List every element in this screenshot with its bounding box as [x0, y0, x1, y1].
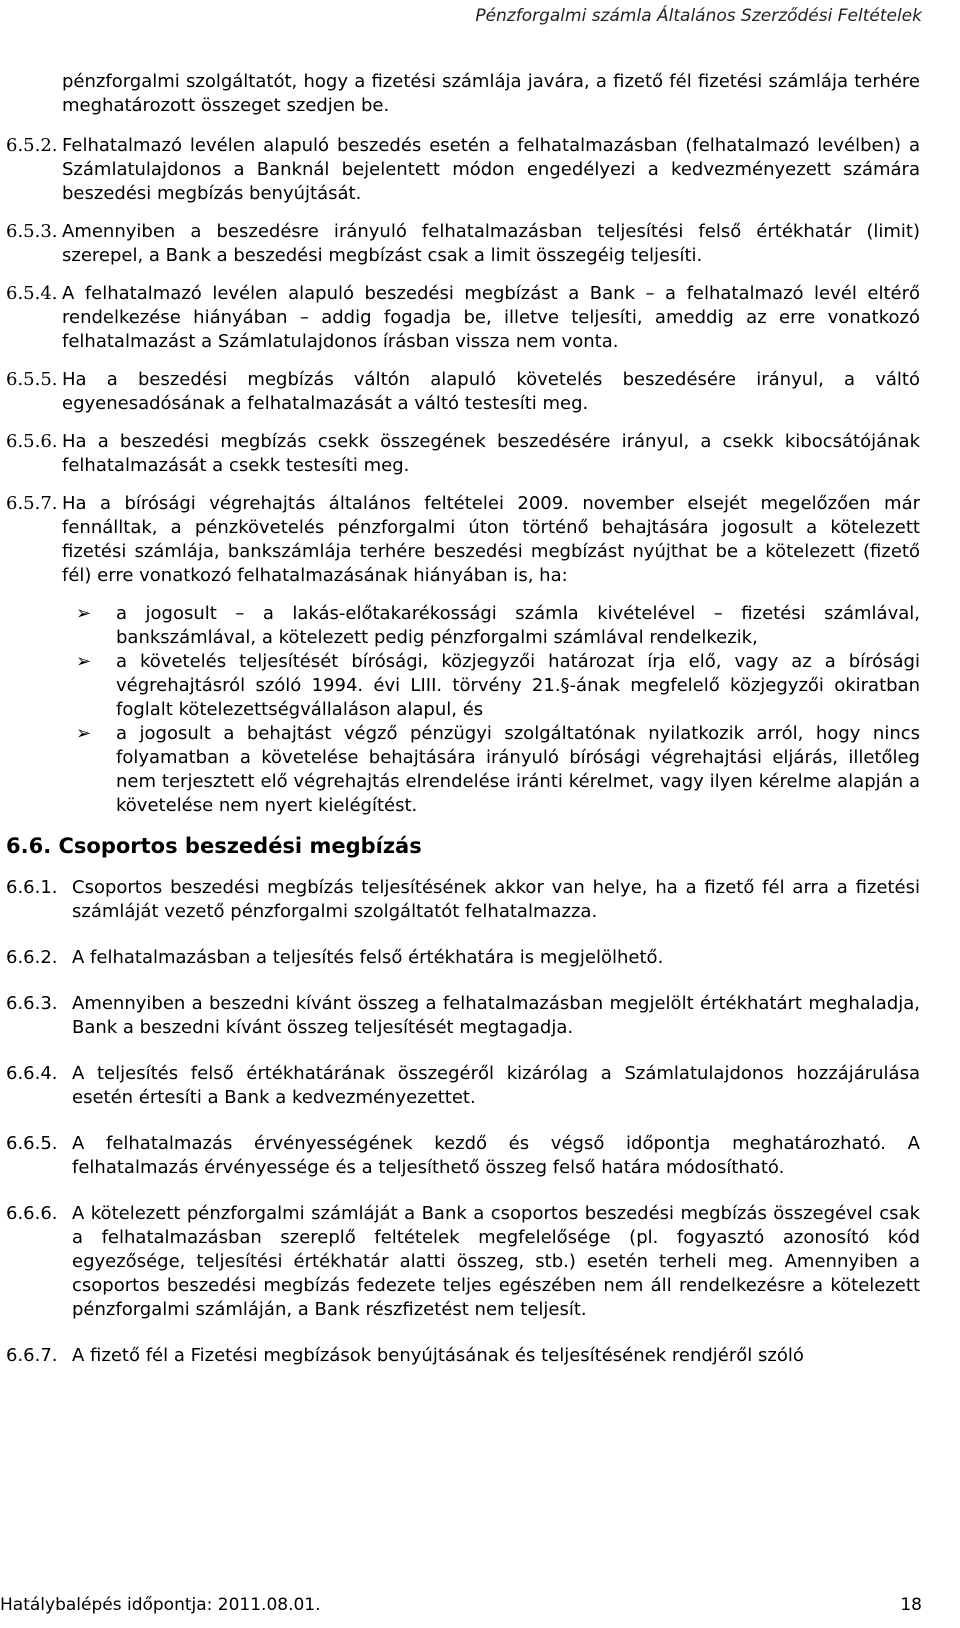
section-item [6, 430, 920, 478]
section-number: 6.6.4. [6, 1063, 58, 1084]
section-text: A felhatalmazó levélen alapuló beszedési megbízást a Bank – a felhatalmazó levél eltérő rendelkezése hiányában – addig fogadja be, illetve teljesíti, ameddig az erre vonatkozó felhatalmazást a Számlatulajdonos írásban vissza nem vonta. [62, 283, 920, 352]
arrow-bullet-icon: ➢ [76, 651, 92, 672]
section-text: Ha a beszedési megbízás csekk összegének beszedésére irányul, a csekk kibocsátójának felhatalmazását a csekk testesíti meg. [62, 431, 920, 476]
intro-paragraph: pénzforgalmi szolgáltatót, hogy a fizetési számlája javára, a fizető fél fizetési számlája terhére meghatározott összeget szedjen be. [62, 71, 920, 116]
page-header-title: Pénzforgalmi számla Általános Szerződési Feltételek [475, 6, 922, 26]
section-number: 6.5.4. [6, 283, 58, 304]
section-number: 6.5.7. [6, 493, 58, 514]
section-number: 6.5.2. [6, 135, 58, 156]
section-heading-6-6: 6.6. Csoportos beszedési megbízás [6, 834, 422, 858]
condition-bullet-list [62, 602, 920, 818]
section-text: Csoportos beszedési megbízás teljesítésének akkor van helye, ha a fizető fél arra a fizetési számláját vezető pénzforgalmi szolgáltatót felhatalmazza. [72, 877, 920, 922]
footer-effective-date: Hatálybalépés időpontja: 2011.08.01. [0, 1595, 321, 1615]
bullet-item [62, 650, 920, 722]
section-number: 6.6.6. [6, 1203, 58, 1224]
section-text: Ha a bírósági végrehajtás általános feltételei 2009. november elsejét megelőzően már fennálltak, a pénzkövetelés pénzforgalmi úton történő behajtására jogosult a kötelezett fizetési számlája, bankszámlája terhére beszedési megbízást nyújthat be a kötelezett (fizető fél) erre vonatkozó felhatalmazásának hiányában is, ha: [62, 493, 920, 586]
section-number: 6.6.1. [6, 877, 58, 898]
section-item [6, 492, 920, 588]
bullet-item [62, 602, 920, 650]
section-text: A fizető fél a Fizetési megbízások benyújtásának és teljesítésének rendjéről szóló [72, 1345, 804, 1366]
bullet-text: a jogosult – a lakás-előtakarékossági számla kivételével – fizetési számlával, bankszámlával, a kötelezett pedig pénzforgalmi számlával rendelkezik, [116, 603, 920, 648]
document-body [6, 70, 920, 1390]
section-item [6, 1202, 920, 1322]
section-item [6, 134, 920, 206]
section-number: 6.6.5. [6, 1133, 58, 1154]
section-item [6, 220, 920, 268]
section-item [6, 282, 920, 354]
section-text: Ha a beszedési megbízás váltón alapuló követelés beszedésére irányul, a váltó egyenesadósának a felhatalmazását a váltó testesíti meg. [62, 369, 920, 414]
section-item [6, 1062, 920, 1110]
section-text: Felhatalmazó levélen alapuló beszedés esetén a felhatalmazásban (felhatalmazó levélben) a Számlatulajdonos a Banknál bejelentett módon engedélyezi a kedvezményezett számára beszedési megbízás benyújtását. [62, 135, 920, 204]
bullet-text: a követelés teljesítését bírósági, közjegyzői határozat írja elő, vagy az a bírósági végrehajtásról szóló 1994. évi LIII. törvény 21.§-ának megfelelő közjegyzői okiratban foglalt kötelezettségvállaláson alapul, és [116, 651, 920, 720]
section-item [6, 368, 920, 416]
section-text: A felhatalmazás érvényességének kezdő és végső időpontja meghatározható. A felhatalmazás érvényessége és a teljesíthető összeg felső határa módosítható. [72, 1133, 920, 1178]
footer-page-number: 18 [900, 1595, 922, 1615]
section-text: A kötelezett pénzforgalmi számláját a Bank a csoportos beszedési megbízás összegével csak a felhatalmazásban szereplő feltételek megfelelősége (pl. fogyasztó azonosító kód egyezősége, teljesítési értékhatár alatti összeg, stb.) esetén terheli meg. Amennyiben a csoportos beszedési megbízás fedezete teljes egészében nem áll rendelkezésre a kötelezett pénzforgalmi számláján, a Bank részfizetést nem teljesít. [72, 1203, 920, 1320]
section-text: A felhatalmazásban a teljesítés felső értékhatára is megjelölhető. [72, 947, 664, 968]
section-item [6, 946, 920, 970]
section-number: 6.6.2. [6, 947, 58, 968]
section-item [6, 876, 920, 924]
section-text: Amennyiben a beszedésre irányuló felhatalmazásban teljesítési felső értékhatár (limit) szerepel, a Bank a beszedési megbízást csak a limit összegéig teljesíti. [62, 221, 920, 266]
section-number: 6.5.3. [6, 221, 58, 242]
section-number: 6.6.7. [6, 1345, 58, 1366]
section-list-6-6 [6, 876, 920, 1368]
section-item [6, 992, 920, 1040]
section-list-6-5 [6, 134, 920, 588]
section-item [6, 1132, 920, 1180]
arrow-bullet-icon: ➢ [76, 723, 92, 744]
bullet-text: a jogosult a behajtást végző pénzügyi szolgáltatónak nyilatkozik arról, hogy nincs folyamatban a követelése behajtására irányuló bírósági végrehajtási eljárás, illetőleg nem terjesztett elő végrehajtás elrendelése iránti kérelmet, vagy ilyen kérelme alapján a követelése nem nyert kielégítést. [116, 723, 920, 816]
section-text: A teljesítés felső értékhatárának összegéről kizárólag a Számlatulajdonos hozzájárulása esetén értesíti a Bank a kedvezményezettet. [72, 1063, 920, 1108]
bullet-item [62, 722, 920, 818]
section-number: 6.6.3. [6, 993, 58, 1014]
section-number: 6.5.5. [6, 369, 58, 390]
section-item [6, 1344, 920, 1368]
section-number: 6.5.6. [6, 431, 58, 452]
arrow-bullet-icon: ➢ [76, 603, 92, 624]
section-text: Amennyiben a beszedni kívánt összeg a felhatalmazásban megjelölt értékhatárt meghaladja, Bank a beszedni kívánt összeg teljesítését megtagadja. [72, 993, 920, 1038]
